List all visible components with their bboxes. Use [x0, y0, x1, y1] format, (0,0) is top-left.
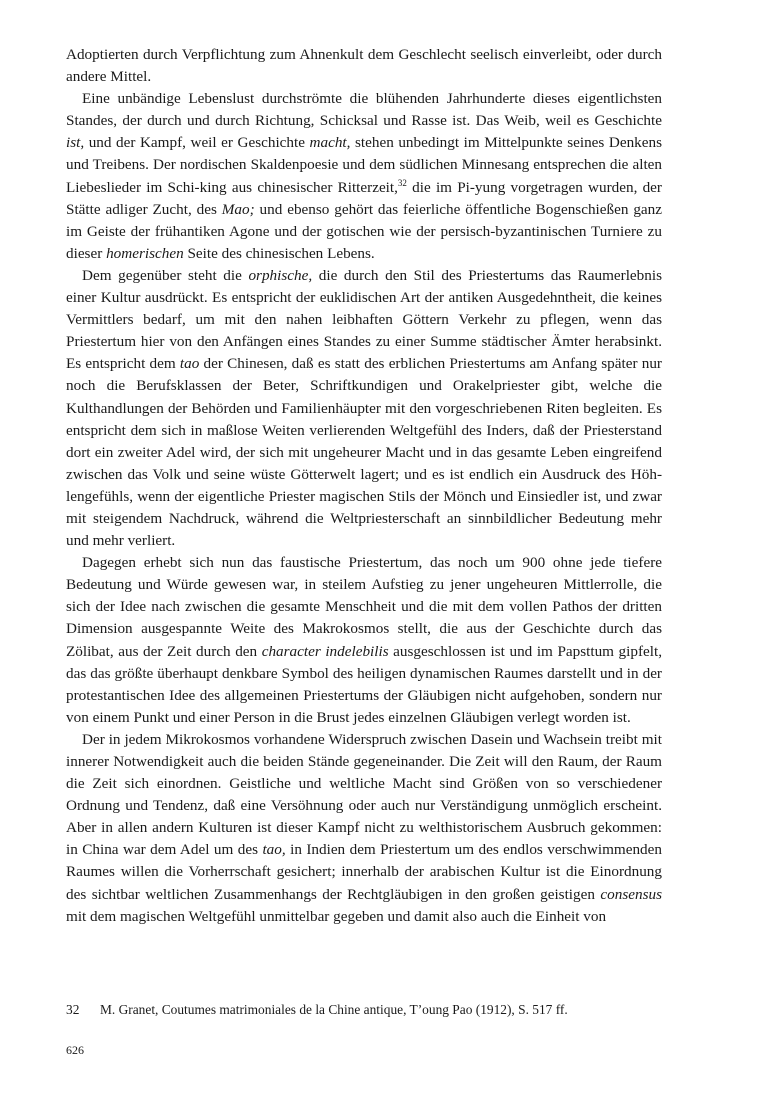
paragraph: [66, 88, 662, 265]
emphasis-text: macht,: [309, 134, 351, 152]
emphasis-text: ist,: [66, 134, 85, 152]
paragraph-text: ausgeschlossen ist und im Papsttum gipfelt, das das größte überhaupt denkbare Symbol des heiligen dynamischen Raumes darstellt und in der protestantischen Idee des allgemeinen Priestertums der Gläubigen nicht aufgehoben, sondern nur von einem Punkt und einer Person in die Brust jedes einzelnen Gläubigen verlegt worden ist.: [66, 642, 662, 726]
paragraph-text: mit dem magischen Weltgefühl unmittelbar gegeben und damit also auch die Einheit von: [66, 907, 607, 925]
paragraph: [66, 265, 662, 552]
paragraph-text: stehen unbedingt im Mittelpunkte seines Denkens und Treibens. Der nordischen Skaldenpoesie und dem südlichen Minnesang entsprechen die alten Liebeslieder im Schi-king aus chinesischer Ritterzeit,: [66, 134, 663, 196]
footnote-text: M. Granet, Coutumes matrimoniales de la Chine antique, T’oung Pao (1912), S. 517 ff.: [100, 1002, 568, 1017]
paragraph-text: Dagegen erhebt sich nun das faustische Priestertum, das noch um 900 ohne jede tiefere Bedeutung und Würde gewesen war, in steilem Aufstieg zu jener ungeheuren Mittlerrolle, die sich der Idee nach zwischen die gesamte Menschheit und die mit dem vollen Pathos der dritten Dimension ausgespannte Weite des Makrokosmos stellt, die aus der Geschichte durch das Zölibat, aus der Zeit durch den: [66, 554, 662, 660]
footnote: [66, 1001, 666, 1019]
paragraph-text: und ebenso gehört das feierliche öffentliche Bogenschießen ganz im Geiste der frühantiken Agone und der gotischen wie der persisch-byzantinischen Turniere zu dieser: [66, 200, 662, 262]
paragraph: [66, 44, 662, 88]
emphasis-text: orphische,: [248, 266, 313, 284]
emphasis-text: tao: [179, 355, 200, 373]
paragraph: [66, 729, 662, 928]
paragraph-text: und der Kampf, weil er Geschichte: [84, 134, 310, 152]
body-text: [66, 44, 662, 928]
emphasis-text: tao,: [262, 841, 286, 859]
footnote-reference: 32: [397, 177, 407, 188]
emphasis-text: Mao;: [221, 200, 255, 218]
paragraph: [66, 552, 662, 729]
paragraph-text: die im Pi-yung vorgetragen wurden, der Stätte adliger Zucht, des: [66, 178, 662, 218]
page-number: 626: [66, 1043, 84, 1057]
paragraph-text: die durch den Stil des Priestertums das Raumerlebnis einer Kultur ausdrückt. Es entspricht der euklidischen Art der antiken Ausgedehntheit, die keines Vermittlers bedarf, um mit den nahen leibhaften Göttern Verkehr zu pflegen, wenn das Priestertum hier von den Anfängen eines Standes zu einer Summe städtischer Ämter herabsinkt. Es entspricht dem: [66, 266, 662, 373]
paragraph-text: Der in jedem Mikrokosmos vorhandene Widerspruch zwischen Dasein und Wachsein treibt mit innerer Notwendigkeit auch die beiden Stände gegeneinander. Die Zeit will den Raum, der Raum die Zeit sich einordnen. Geistliche und weltliche Macht sind Größen von so verschiedener Ordnung und Tendenz, daß eine Versöhnung oder auch nur Verständigung unmöglich erscheint. Aber in allen andern Kulturen ist dieser Kampf nicht zu welthistorischem Ausbruch gekommen: in China war dem Adel um des: [66, 730, 662, 859]
emphasis-text: character indelebilis: [261, 642, 389, 660]
paragraph-text: in Indien dem Priestertum um des endlos verschwimmenden Raumes willen die Vorherrschaft gesichert; innerhalb der arabischen Kultur ist die Einordnung des sichtbar weltlichen Zusammenhangs der Rechtgläubigen in den großen geistigen: [66, 841, 662, 903]
paragraph-text: Dem gegenüber steht die: [82, 266, 249, 284]
emphasis-text: consensus: [600, 885, 662, 903]
footnote-number: 32: [66, 1002, 80, 1017]
paragraph-text: der Chinesen, daß es statt des erblichen Priestertums am Anfang später nur noch die Berufsklassen der Beter, Schriftkundigen und Orakelpriester gibt, welche die Kulthandlungen der Behörden und Familienhäupter mit den vorgeschriebenen Riten begleiten. Es entspricht dem sich in maßlose Weiten verlierenden Weltgefühl des Inders, daß der Priesterstand dort ein zweiter Adel wird, der sich mit ungeheurer Macht und in das gesamte Leben eingreifend zwischen das Volk und seine wüste Götterwelt lagert; und es ist endlich ein Ausdruck des Höhlengefühls, wenn der eigentliche Priester magischen Stils der Mönch und Einsiedler ist, und zwar mit steigendem Nachdruck, während die Weltpriesterschaft an sinnbildlicher Bedeutung mehr und mehr verliert.: [66, 355, 662, 550]
paragraph-text: Eine unbändige Lebenslust durchströmte die blühenden Jahrhunderte dieses eigentlichsten Standes, der durch und durch Richtung, Schicksal und Rasse ist. Das Weib, weil es Geschichte: [66, 90, 662, 130]
paragraph-text: Adoptierten durch Verpflichtung zum Ahnenkult dem Geschlecht seelisch einverleibt, oder durch andere Mittel.: [66, 46, 662, 86]
emphasis-text: homerischen: [106, 244, 184, 262]
paragraph-text: Seite des chinesischen Lebens.: [183, 244, 375, 262]
